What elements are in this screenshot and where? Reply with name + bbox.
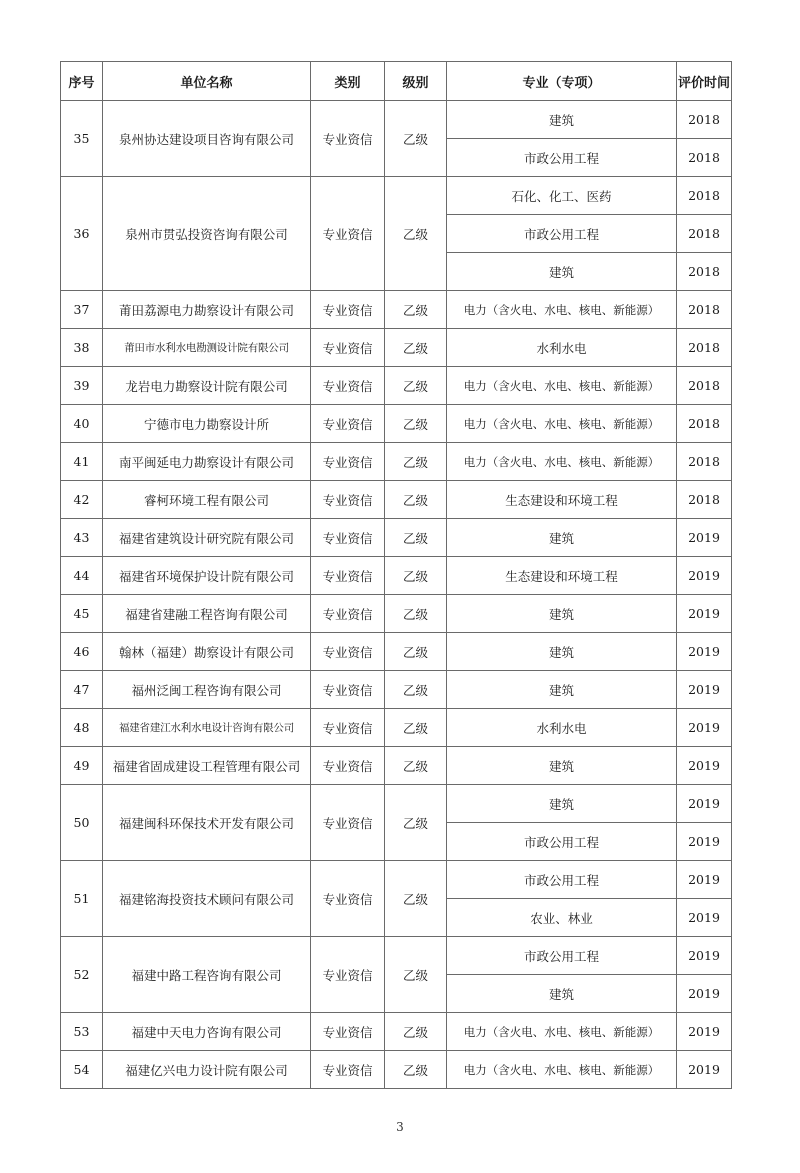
row-unit-name: 南平闽延电力勘察设计有限公司 bbox=[103, 443, 311, 481]
row-unit-name: 福建亿兴电力设计院有限公司 bbox=[103, 1051, 311, 1089]
table-row bbox=[61, 861, 732, 899]
row-category: 专业资信 bbox=[311, 557, 385, 595]
row-category: 专业资信 bbox=[311, 405, 385, 443]
row-eval-year: 2019 bbox=[677, 937, 732, 975]
row-eval-year: 2019 bbox=[677, 823, 732, 861]
row-level: 乙级 bbox=[385, 785, 447, 861]
row-eval-year: 2019 bbox=[677, 747, 732, 785]
row-unit-name: 福建省建江水利水电设计咨询有限公司 bbox=[103, 709, 311, 747]
row-category: 专业资信 bbox=[311, 329, 385, 367]
row-specialty: 电力（含火电、水电、核电、新能源） bbox=[447, 443, 677, 481]
row-unit-name: 福建省建筑设计研究院有限公司 bbox=[103, 519, 311, 557]
row-specialty: 水利水电 bbox=[447, 329, 677, 367]
row-eval-year: 2019 bbox=[677, 557, 732, 595]
row-eval-year: 2019 bbox=[677, 633, 732, 671]
row-unit-name: 福建中天电力咨询有限公司 bbox=[103, 1013, 311, 1051]
row-eval-year: 2019 bbox=[677, 1051, 732, 1089]
row-category: 专业资信 bbox=[311, 747, 385, 785]
row-level: 乙级 bbox=[385, 443, 447, 481]
row-specialty: 电力（含火电、水电、核电、新能源） bbox=[447, 367, 677, 405]
row-eval-year: 2018 bbox=[677, 177, 732, 215]
row-seq: 53 bbox=[61, 1013, 103, 1051]
row-specialty: 建筑 bbox=[447, 975, 677, 1013]
row-eval-year: 2019 bbox=[677, 709, 732, 747]
row-seq: 38 bbox=[61, 329, 103, 367]
row-eval-year: 2018 bbox=[677, 367, 732, 405]
row-specialty: 水利水电 bbox=[447, 709, 677, 747]
row-seq: 35 bbox=[61, 101, 103, 177]
row-level: 乙级 bbox=[385, 367, 447, 405]
row-specialty: 市政公用工程 bbox=[447, 937, 677, 975]
row-specialty: 石化、化工、医药 bbox=[447, 177, 677, 215]
row-specialty: 建筑 bbox=[447, 595, 677, 633]
row-seq: 50 bbox=[61, 785, 103, 861]
row-eval-year: 2018 bbox=[677, 139, 732, 177]
table-row bbox=[61, 367, 732, 405]
row-specialty: 建筑 bbox=[447, 633, 677, 671]
row-unit-name: 福建省固成建设工程管理有限公司 bbox=[103, 747, 311, 785]
row-specialty: 电力（含火电、水电、核电、新能源） bbox=[447, 1051, 677, 1089]
header-seq: 序号 bbox=[61, 62, 103, 101]
table-row bbox=[61, 405, 732, 443]
row-eval-year: 2019 bbox=[677, 519, 732, 557]
row-eval-year: 2019 bbox=[677, 975, 732, 1013]
row-unit-name: 福州泛闽工程咨询有限公司 bbox=[103, 671, 311, 709]
row-seq: 42 bbox=[61, 481, 103, 519]
row-specialty: 建筑 bbox=[447, 671, 677, 709]
table-row bbox=[61, 747, 732, 785]
table-row bbox=[61, 481, 732, 519]
row-unit-name: 福建省环境保护设计院有限公司 bbox=[103, 557, 311, 595]
row-eval-year: 2019 bbox=[677, 899, 732, 937]
row-specialty: 市政公用工程 bbox=[447, 215, 677, 253]
row-unit-name: 宁德市电力勘察设计所 bbox=[103, 405, 311, 443]
table-row bbox=[61, 1013, 732, 1051]
row-specialty: 电力（含火电、水电、核电、新能源） bbox=[447, 1013, 677, 1051]
table-row bbox=[61, 595, 732, 633]
row-level: 乙级 bbox=[385, 747, 447, 785]
row-seq: 51 bbox=[61, 861, 103, 937]
row-specialty: 建筑 bbox=[447, 785, 677, 823]
row-category: 专业资信 bbox=[311, 177, 385, 291]
table-row bbox=[61, 329, 732, 367]
row-level: 乙级 bbox=[385, 101, 447, 177]
row-eval-year: 2019 bbox=[677, 785, 732, 823]
row-specialty: 电力（含火电、水电、核电、新能源） bbox=[447, 405, 677, 443]
row-category: 专业资信 bbox=[311, 1051, 385, 1089]
header-level: 级别 bbox=[385, 62, 447, 101]
table-row bbox=[61, 443, 732, 481]
row-specialty: 市政公用工程 bbox=[447, 139, 677, 177]
row-eval-year: 2019 bbox=[677, 1013, 732, 1051]
table-row bbox=[61, 633, 732, 671]
page-number: 3 bbox=[396, 1120, 404, 1134]
row-level: 乙级 bbox=[385, 671, 447, 709]
row-eval-year: 2019 bbox=[677, 861, 732, 899]
header-eval-time: 评价时间 bbox=[677, 62, 732, 101]
table-row bbox=[61, 101, 732, 139]
row-seq: 48 bbox=[61, 709, 103, 747]
qualification-table bbox=[60, 61, 732, 1089]
row-seq: 36 bbox=[61, 177, 103, 291]
row-seq: 54 bbox=[61, 1051, 103, 1089]
row-eval-year: 2018 bbox=[677, 405, 732, 443]
row-eval-year: 2019 bbox=[677, 595, 732, 633]
table-row bbox=[61, 177, 732, 215]
row-level: 乙级 bbox=[385, 557, 447, 595]
row-specialty: 电力（含火电、水电、核电、新能源） bbox=[447, 291, 677, 329]
table-row bbox=[61, 1051, 732, 1089]
row-specialty: 建筑 bbox=[447, 101, 677, 139]
row-category: 专业资信 bbox=[311, 861, 385, 937]
row-category: 专业资信 bbox=[311, 937, 385, 1013]
row-seq: 47 bbox=[61, 671, 103, 709]
row-specialty: 建筑 bbox=[447, 519, 677, 557]
table-row bbox=[61, 519, 732, 557]
row-category: 专业资信 bbox=[311, 1013, 385, 1051]
row-unit-name: 龙岩电力勘察设计院有限公司 bbox=[103, 367, 311, 405]
table-header-row bbox=[61, 62, 732, 101]
row-category: 专业资信 bbox=[311, 633, 385, 671]
row-seq: 49 bbox=[61, 747, 103, 785]
row-unit-name: 福建省建融工程咨询有限公司 bbox=[103, 595, 311, 633]
row-eval-year: 2018 bbox=[677, 329, 732, 367]
row-eval-year: 2018 bbox=[677, 291, 732, 329]
row-level: 乙级 bbox=[385, 329, 447, 367]
row-category: 专业资信 bbox=[311, 709, 385, 747]
row-unit-name: 泉州市贯弘投资咨询有限公司 bbox=[103, 177, 311, 291]
row-unit-name: 莆田市水利水电勘测设计院有限公司 bbox=[103, 329, 311, 367]
row-level: 乙级 bbox=[385, 519, 447, 557]
row-category: 专业资信 bbox=[311, 367, 385, 405]
row-category: 专业资信 bbox=[311, 291, 385, 329]
row-unit-name: 福建铭海投资技术顾问有限公司 bbox=[103, 861, 311, 937]
row-specialty: 市政公用工程 bbox=[447, 861, 677, 899]
row-level: 乙级 bbox=[385, 177, 447, 291]
row-specialty: 建筑 bbox=[447, 253, 677, 291]
row-level: 乙级 bbox=[385, 709, 447, 747]
row-category: 专业资信 bbox=[311, 443, 385, 481]
row-level: 乙级 bbox=[385, 291, 447, 329]
row-level: 乙级 bbox=[385, 595, 447, 633]
table-row bbox=[61, 709, 732, 747]
table-body bbox=[61, 101, 732, 1089]
row-level: 乙级 bbox=[385, 937, 447, 1013]
row-seq: 52 bbox=[61, 937, 103, 1013]
row-level: 乙级 bbox=[385, 1013, 447, 1051]
row-unit-name: 福建闽科环保技术开发有限公司 bbox=[103, 785, 311, 861]
row-category: 专业资信 bbox=[311, 101, 385, 177]
header-unit: 单位名称 bbox=[103, 62, 311, 101]
header-specialty: 专业（专项） bbox=[447, 62, 677, 101]
row-eval-year: 2018 bbox=[677, 481, 732, 519]
row-seq: 37 bbox=[61, 291, 103, 329]
row-unit-name: 福建中路工程咨询有限公司 bbox=[103, 937, 311, 1013]
row-specialty: 生态建设和环境工程 bbox=[447, 481, 677, 519]
row-unit-name: 莆田荔源电力勘察设计有限公司 bbox=[103, 291, 311, 329]
row-seq: 46 bbox=[61, 633, 103, 671]
row-seq: 39 bbox=[61, 367, 103, 405]
row-eval-year: 2018 bbox=[677, 253, 732, 291]
row-specialty: 市政公用工程 bbox=[447, 823, 677, 861]
table-row bbox=[61, 671, 732, 709]
row-level: 乙级 bbox=[385, 861, 447, 937]
row-category: 专业资信 bbox=[311, 481, 385, 519]
row-unit-name: 翰林（福建）勘察设计有限公司 bbox=[103, 633, 311, 671]
table-row bbox=[61, 785, 732, 823]
row-seq: 40 bbox=[61, 405, 103, 443]
row-specialty: 农业、林业 bbox=[447, 899, 677, 937]
row-level: 乙级 bbox=[385, 1051, 447, 1089]
row-seq: 41 bbox=[61, 443, 103, 481]
row-unit-name: 泉州协达建设项目咨询有限公司 bbox=[103, 101, 311, 177]
row-level: 乙级 bbox=[385, 481, 447, 519]
header-category: 类别 bbox=[311, 62, 385, 101]
row-category: 专业资信 bbox=[311, 785, 385, 861]
row-category: 专业资信 bbox=[311, 595, 385, 633]
row-seq: 45 bbox=[61, 595, 103, 633]
table-row bbox=[61, 937, 732, 975]
row-seq: 44 bbox=[61, 557, 103, 595]
row-category: 专业资信 bbox=[311, 671, 385, 709]
row-level: 乙级 bbox=[385, 405, 447, 443]
row-unit-name: 睿柯环境工程有限公司 bbox=[103, 481, 311, 519]
table-row bbox=[61, 557, 732, 595]
row-seq: 43 bbox=[61, 519, 103, 557]
row-specialty: 建筑 bbox=[447, 747, 677, 785]
row-eval-year: 2018 bbox=[677, 443, 732, 481]
table-row bbox=[61, 291, 732, 329]
row-eval-year: 2018 bbox=[677, 101, 732, 139]
row-eval-year: 2018 bbox=[677, 215, 732, 253]
row-level: 乙级 bbox=[385, 633, 447, 671]
row-specialty: 生态建设和环境工程 bbox=[447, 557, 677, 595]
row-eval-year: 2019 bbox=[677, 671, 732, 709]
row-category: 专业资信 bbox=[311, 519, 385, 557]
